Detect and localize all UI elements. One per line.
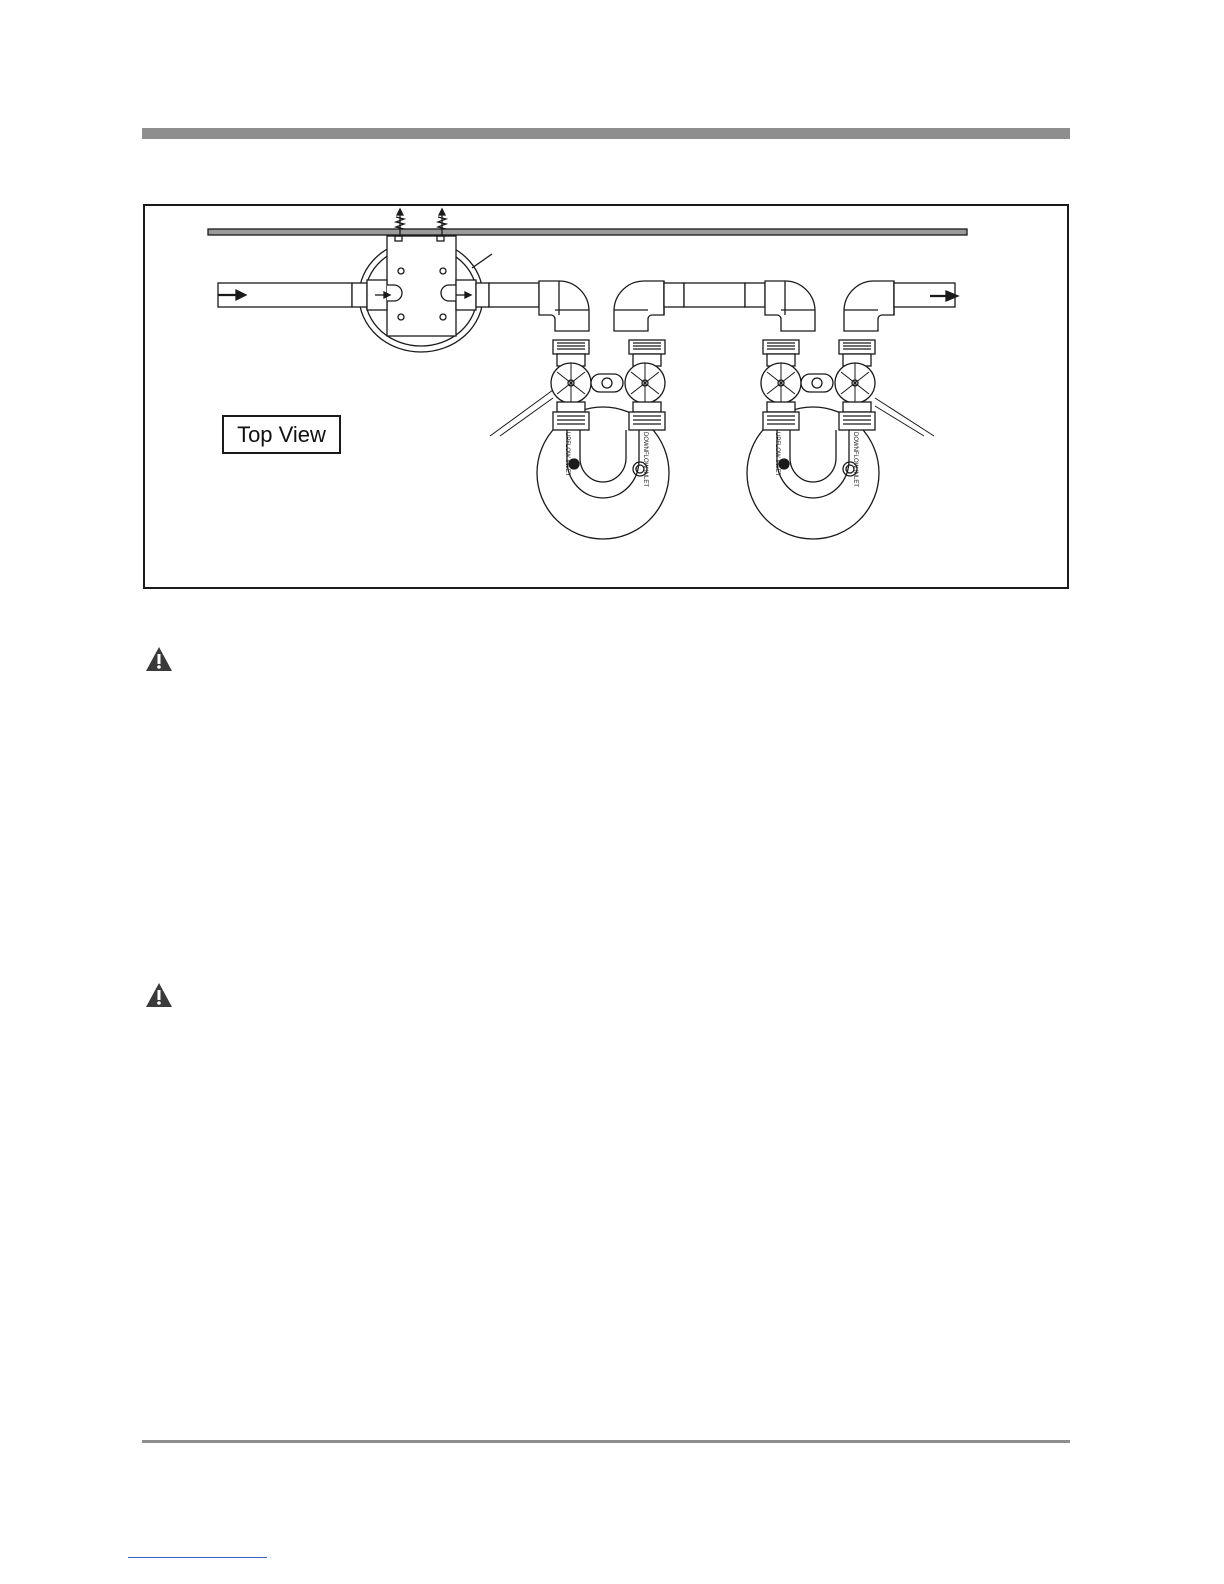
wall xyxy=(208,229,967,235)
outlet-elbow xyxy=(844,281,958,331)
warning-triangle-icon xyxy=(145,982,173,1008)
valve-label-left-b: DOWNFLOW INLET xyxy=(642,432,648,487)
crossover-pipe xyxy=(614,281,815,331)
view-label: Top View xyxy=(222,415,341,454)
valve-label-left-a: UPFLOW INLET xyxy=(564,432,570,477)
warning-triangle-icon xyxy=(145,646,173,672)
valve-label-right-b: DOWNFLOW INLET xyxy=(852,432,858,487)
installation-diagram xyxy=(0,0,1224,600)
inlet-pipe xyxy=(218,280,402,310)
prefilter-outlet xyxy=(441,280,539,310)
link-underline[interactable] xyxy=(128,1557,267,1558)
valve-label-right-a: UPFLOW INLET xyxy=(774,432,780,477)
footer-rule xyxy=(142,1440,1070,1443)
tank1-inlet-elbow xyxy=(539,281,589,331)
